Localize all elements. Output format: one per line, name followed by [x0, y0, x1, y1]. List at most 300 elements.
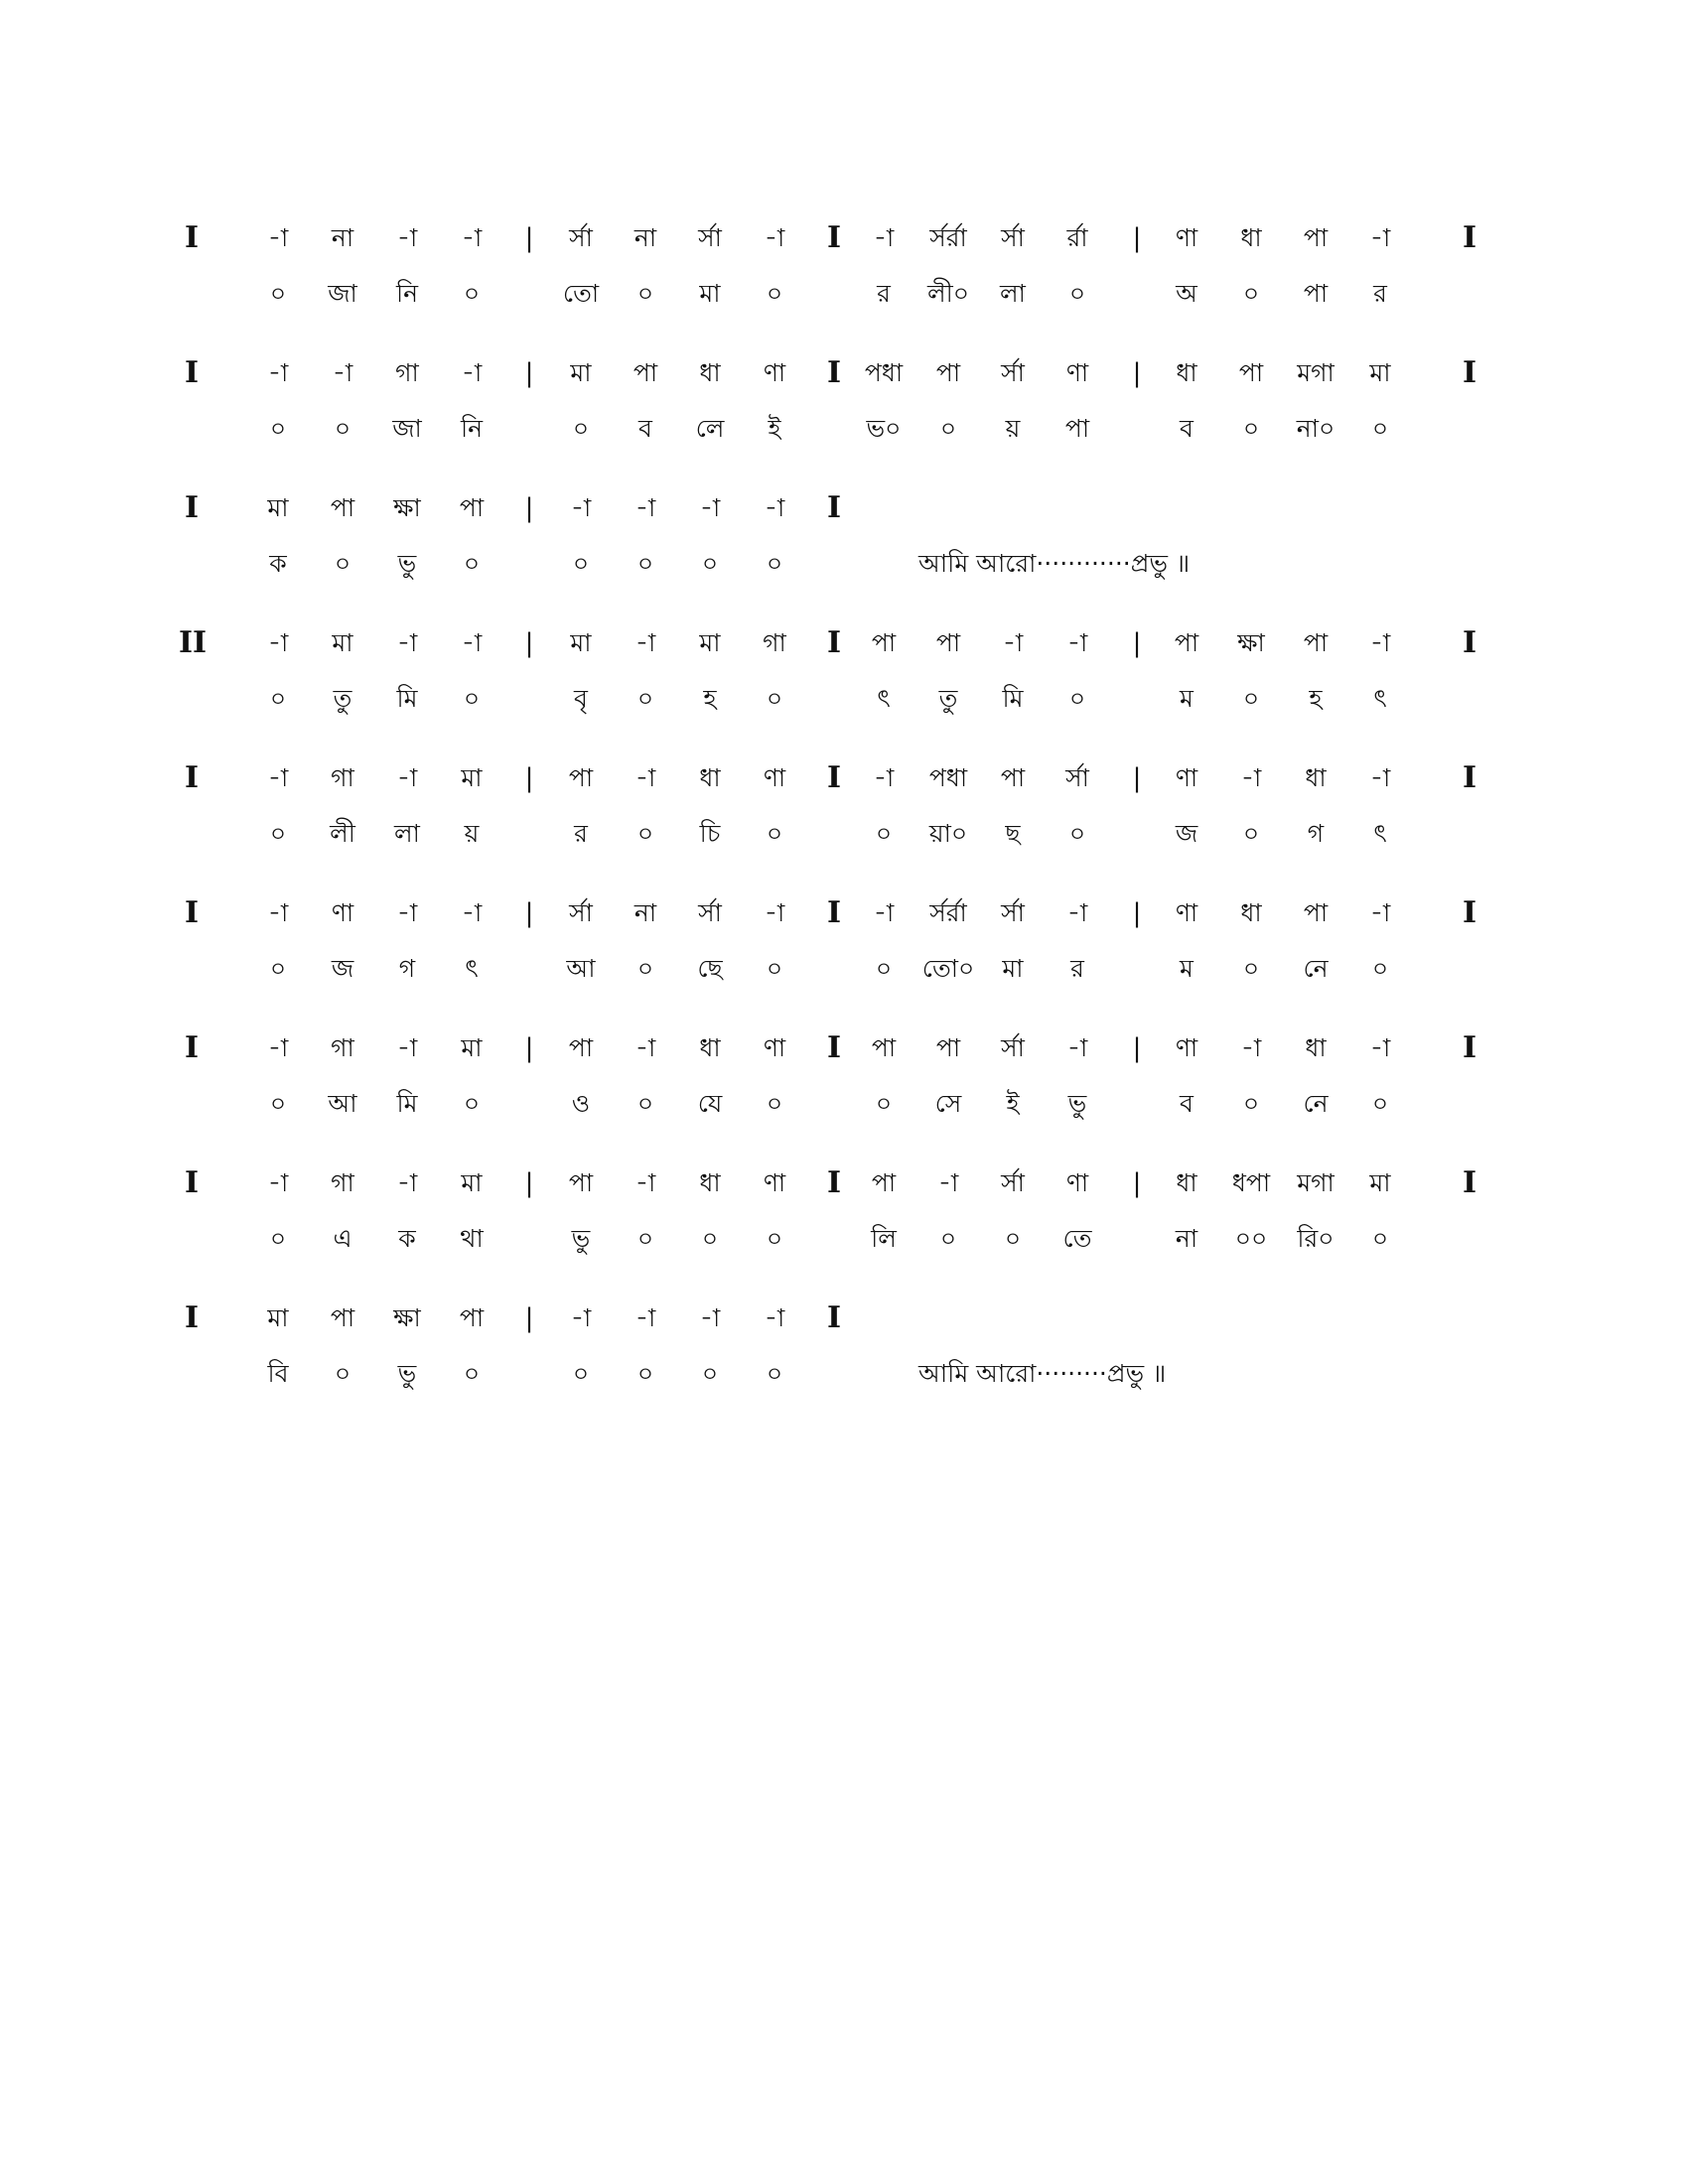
- lyric-syllable: জা: [328, 279, 357, 308]
- lyric-syllable: ই: [768, 414, 781, 443]
- lyric-syllable: ৎ: [465, 954, 479, 983]
- lyric-syllable: ০: [636, 684, 654, 713]
- swara-note: পা: [330, 1303, 355, 1332]
- start-barline: I: [184, 895, 200, 930]
- swara-note: -া: [267, 358, 289, 387]
- swara-note: -া: [1369, 763, 1391, 792]
- notation-line: [179, 621, 1514, 731]
- lyric-syllable: হ: [703, 684, 717, 713]
- swara-note: র্সা: [569, 223, 593, 252]
- swara-note: -া: [332, 358, 353, 387]
- swara-note: পা: [1303, 223, 1329, 252]
- swara-note: র্সা: [1001, 223, 1025, 252]
- swara-note: পা: [459, 1303, 485, 1332]
- swara-note: ণা: [331, 898, 354, 927]
- lyric-syllable: ক: [398, 1224, 416, 1253]
- section-barline: I: [826, 1165, 842, 1200]
- swara-note: পা: [1174, 628, 1199, 657]
- lyric-syllable: হ: [1309, 684, 1323, 713]
- swara-note: পধা: [864, 358, 904, 387]
- lyric-syllable: ০: [463, 279, 481, 308]
- lyric-syllable: না০: [1296, 414, 1336, 443]
- lyric-syllable: ছে: [697, 954, 723, 983]
- lyric-syllable: ৎ: [1373, 684, 1387, 713]
- beat-divider: |: [524, 763, 534, 793]
- swara-note: গা: [331, 1168, 354, 1197]
- lyric-syllable: ০: [269, 954, 287, 983]
- notation-line: [184, 1297, 1514, 1406]
- lyric-syllable: ০: [636, 279, 654, 308]
- swara-note: -া: [634, 628, 656, 657]
- lyric-syllable: তো০: [921, 954, 975, 983]
- swara-note: -া: [764, 1303, 785, 1332]
- swara-note: ধা: [1305, 763, 1327, 792]
- lyric-syllable: ০: [1068, 819, 1086, 848]
- swara-note: -া: [1002, 628, 1024, 657]
- swara-note: পা: [1303, 628, 1329, 657]
- lyric-syllable: ব: [638, 414, 652, 443]
- lyric-syllable: ০: [269, 1224, 287, 1253]
- swara-note: মা: [570, 358, 592, 387]
- lyric-syllable: অ: [1176, 279, 1197, 308]
- swara-note: ক্ষা: [393, 493, 421, 522]
- swara-note: -া: [1066, 898, 1088, 927]
- lyric-syllable: মি: [396, 684, 418, 713]
- swara-note: ণা: [763, 763, 786, 792]
- lyric-syllable: জ: [1175, 819, 1198, 848]
- lyric-syllable: জ: [331, 954, 354, 983]
- notation-line: [184, 351, 1514, 461]
- lyric-syllable: ব: [1180, 1089, 1194, 1118]
- beat-divider: |: [524, 493, 534, 523]
- swara-note: পা: [568, 763, 594, 792]
- swara-note: -া: [634, 1303, 656, 1332]
- lyric-syllable: ০: [1371, 414, 1389, 443]
- swara-note: ধা: [1176, 358, 1197, 387]
- swara-note: -া: [634, 1168, 656, 1197]
- swara-note: ণা: [1175, 898, 1198, 927]
- swara-note: -া: [1066, 1033, 1088, 1062]
- lyric-syllable: ০: [766, 279, 783, 308]
- swara-note: র্সা: [698, 898, 722, 927]
- end-barline: I: [1462, 1030, 1477, 1065]
- lyric-syllable: ০: [334, 549, 352, 578]
- lyric-syllable: ০: [463, 549, 481, 578]
- swara-note: -া: [873, 763, 895, 792]
- lyric-syllable: নে: [1303, 954, 1329, 983]
- lyric-syllable: লী: [330, 819, 355, 848]
- swara-note: -া: [461, 898, 483, 927]
- lyric-syllable: ০: [766, 819, 783, 848]
- lyric-syllable: মা: [699, 279, 721, 308]
- swara-note: পা: [935, 358, 961, 387]
- lyric-syllable: ভ০: [866, 414, 902, 443]
- end-barline: I: [826, 1300, 842, 1335]
- notation-line: [184, 486, 1514, 596]
- swara-note: র্সা: [1001, 358, 1025, 387]
- swara-note: পা: [935, 628, 961, 657]
- beat-divider: |: [524, 358, 534, 388]
- swara-note: পা: [568, 1168, 594, 1197]
- swara-note: -া: [396, 223, 418, 252]
- lyric-syllable: ০: [1371, 1224, 1389, 1253]
- swara-note: পা: [1238, 358, 1264, 387]
- swara-note: র্রা: [1066, 223, 1088, 252]
- swara-note: ধা: [1240, 223, 1262, 252]
- beat-divider: |: [1132, 1168, 1142, 1198]
- lyric-syllable: ০০: [1234, 1224, 1268, 1253]
- lyric-syllable: ০: [636, 954, 654, 983]
- lyric-syllable: ০: [463, 1359, 481, 1388]
- end-barline: I: [1462, 895, 1477, 930]
- lyric-syllable: নে: [1303, 1089, 1329, 1118]
- swara-note: -া: [396, 763, 418, 792]
- lyric-syllable: ০: [1242, 819, 1260, 848]
- swara-note: গা: [331, 1033, 354, 1062]
- lyric-syllable: ম: [1180, 954, 1194, 983]
- lyric-syllable: ০: [766, 1224, 783, 1253]
- lyric-syllable: পা: [1064, 414, 1090, 443]
- lyric-syllable: ভু: [397, 1359, 417, 1388]
- beat-divider: |: [1132, 223, 1142, 253]
- lyric-syllable: ই: [1006, 1089, 1020, 1118]
- lyric-syllable: য়: [464, 819, 480, 848]
- lyric-syllable: ০: [269, 279, 287, 308]
- swara-note: পা: [568, 1033, 594, 1062]
- lyric-syllable: ০: [701, 549, 719, 578]
- swara-note: র্সা: [1065, 763, 1089, 792]
- beat-divider: |: [524, 1303, 534, 1333]
- swara-note: -া: [570, 493, 592, 522]
- start-barline: I: [184, 220, 200, 255]
- start-barline: I: [184, 1030, 200, 1065]
- lyric-syllable: তো: [562, 279, 600, 308]
- beat-divider: |: [524, 223, 534, 253]
- lyric-syllable: ০: [1242, 684, 1260, 713]
- lyric-syllable: নি: [395, 279, 419, 308]
- lyric-syllable: র: [1373, 279, 1387, 308]
- section-barline: I: [826, 355, 842, 390]
- swara-note: না: [633, 223, 657, 252]
- swara-note: -া: [267, 763, 289, 792]
- lyric-syllable: ০: [939, 414, 957, 443]
- notation-line: [184, 1161, 1514, 1271]
- swara-note: মা: [699, 628, 721, 657]
- lyric-syllable: ০: [766, 549, 783, 578]
- lyric-syllable: ০: [463, 684, 481, 713]
- lyric-syllable: সে: [934, 1089, 962, 1118]
- swara-note: ধপা: [1231, 1168, 1271, 1197]
- lyric-syllable: লী০: [926, 279, 970, 308]
- swara-note: মা: [461, 1168, 483, 1197]
- swara-note: মা: [267, 1303, 289, 1332]
- lyric-syllable: তু: [333, 684, 352, 713]
- end-barline: I: [1462, 220, 1477, 255]
- lyric-syllable: ভু: [397, 549, 417, 578]
- swara-note: -া: [396, 1033, 418, 1062]
- swara-note: পা: [330, 493, 355, 522]
- swara-note: ক্ষা: [1237, 628, 1265, 657]
- swara-note: -া: [873, 223, 895, 252]
- lyric-syllable: নি: [460, 414, 484, 443]
- lyric-syllable: ০: [875, 1089, 893, 1118]
- lyric-syllable: ০: [269, 1089, 287, 1118]
- swara-note: -া: [1369, 1033, 1391, 1062]
- swara-note: পা: [871, 1033, 897, 1062]
- swara-note: পা: [871, 1168, 897, 1197]
- section-barline: I: [826, 760, 842, 795]
- swara-note: -া: [461, 223, 483, 252]
- swara-note: -া: [764, 493, 785, 522]
- lyric-syllable: গ: [1307, 819, 1325, 848]
- lyric-syllable: ম: [1180, 684, 1194, 713]
- swara-note: মা: [461, 1033, 483, 1062]
- swara-note: পধা: [928, 763, 968, 792]
- start-barline: I: [184, 1300, 200, 1335]
- swara-note: ধা: [699, 358, 721, 387]
- swara-note: -া: [937, 1168, 959, 1197]
- swara-note: পা: [1000, 763, 1026, 792]
- lyric-syllable: ০: [875, 954, 893, 983]
- notation-line: [184, 756, 1514, 866]
- swara-note: -া: [461, 628, 483, 657]
- lyric-syllable: আ: [328, 1089, 357, 1118]
- lyric-syllable: ও: [571, 1089, 591, 1118]
- lyric-syllable: ০: [463, 1089, 481, 1118]
- section-barline: I: [826, 895, 842, 930]
- swara-note: -া: [634, 763, 656, 792]
- swara-note: র্সর্রা: [929, 223, 967, 252]
- swara-note: র্সর্রা: [929, 898, 967, 927]
- lyric-syllable: ০: [1242, 414, 1260, 443]
- lyric-syllable: মি: [396, 1089, 418, 1118]
- swara-note: -া: [267, 628, 289, 657]
- end-barline: I: [826, 490, 842, 525]
- swara-note: পা: [633, 358, 658, 387]
- swara-note: মগা: [1297, 1168, 1335, 1197]
- swara-note: -া: [570, 1303, 592, 1332]
- beat-divider: |: [1132, 358, 1142, 388]
- lyric-syllable: আ: [566, 954, 596, 983]
- notation-line: [184, 891, 1514, 1001]
- lyric-syllable: চি: [699, 819, 721, 848]
- swara-note: ধা: [1176, 1168, 1197, 1197]
- beat-divider: |: [1132, 1033, 1142, 1063]
- lyric-syllable: না: [1175, 1224, 1198, 1253]
- swara-note: -া: [1369, 223, 1391, 252]
- swara-note: ণা: [1065, 1168, 1089, 1197]
- swara-note: র্সা: [698, 223, 722, 252]
- lyric-syllable: ০: [875, 819, 893, 848]
- start-barline: I: [184, 355, 200, 390]
- end-barline: I: [1462, 1165, 1477, 1200]
- section-barline: I: [826, 220, 842, 255]
- notation-line: [184, 216, 1514, 326]
- lyric-syllable: ০: [701, 1224, 719, 1253]
- swara-note: -া: [267, 223, 289, 252]
- swara-note: গা: [395, 358, 419, 387]
- swara-note: -া: [396, 1168, 418, 1197]
- lyric-syllable: ০: [572, 1359, 590, 1388]
- lyric-syllable: ০: [766, 1359, 783, 1388]
- lyric-syllable: ০: [766, 684, 783, 713]
- swara-note: -া: [699, 493, 721, 522]
- lyric-syllable: গ: [398, 954, 416, 983]
- lyric-syllable: ০: [766, 954, 783, 983]
- lyric-syllable: ০: [1068, 279, 1086, 308]
- lyric-syllable: থা: [460, 1224, 484, 1253]
- swara-note: ণা: [763, 358, 786, 387]
- beat-divider: |: [524, 1033, 534, 1063]
- swara-note: -া: [634, 493, 656, 522]
- lyric-syllable: ০: [636, 1224, 654, 1253]
- swara-note: -া: [396, 628, 418, 657]
- swara-note: ণা: [763, 1033, 786, 1062]
- swara-note: ধা: [1240, 898, 1262, 927]
- lyric-syllable: ছ: [1005, 819, 1021, 848]
- swara-note: পা: [871, 628, 897, 657]
- start-barline: I: [184, 1165, 200, 1200]
- swara-note: -া: [1066, 628, 1088, 657]
- swara-note: ধা: [699, 763, 721, 792]
- swara-note: মা: [267, 493, 289, 522]
- section-barline: I: [826, 625, 842, 660]
- lyric-syllable: বৃ: [574, 684, 588, 713]
- lyric-syllable: ৎ: [1373, 819, 1387, 848]
- lyric-syllable: রি০: [1297, 1224, 1335, 1253]
- lyric-syllable: মা: [1002, 954, 1024, 983]
- lyric-syllable: ভু: [571, 1224, 591, 1253]
- lyric-syllable: ০: [939, 1224, 957, 1253]
- beat-divider: |: [1132, 763, 1142, 793]
- end-barline: I: [1462, 625, 1477, 660]
- swara-note: -া: [461, 358, 483, 387]
- lyric-syllable: ০: [636, 549, 654, 578]
- lyric-syllable: য়: [1005, 414, 1021, 443]
- lyric-syllable: ০: [636, 1089, 654, 1118]
- swara-note: র্সা: [569, 898, 593, 927]
- notation-line: [184, 1026, 1514, 1136]
- refrain-text: আমি আরো············প্রভু ॥: [918, 549, 1191, 578]
- swara-note: ণা: [1065, 358, 1089, 387]
- lyric-syllable: ০: [1242, 279, 1260, 308]
- swara-note: -া: [1369, 628, 1391, 657]
- swara-note: মগা: [1297, 358, 1335, 387]
- lyric-syllable: ০: [636, 1359, 654, 1388]
- beat-divider: |: [1132, 898, 1142, 928]
- lyric-syllable: মি: [1002, 684, 1024, 713]
- lyric-syllable: ০: [1068, 684, 1086, 713]
- start-barline: I: [184, 490, 200, 525]
- start-barline: I: [184, 760, 200, 795]
- start-barline: II: [179, 625, 208, 660]
- end-barline: I: [1462, 355, 1477, 390]
- swara-note: ধা: [699, 1168, 721, 1197]
- lyric-syllable: পা: [1303, 279, 1329, 308]
- lyric-syllable: তে: [1062, 1224, 1092, 1253]
- swara-note: মা: [461, 763, 483, 792]
- swara-note: র্সা: [1001, 898, 1025, 927]
- lyric-syllable: লি: [871, 1224, 897, 1253]
- lyric-syllable: ০: [1242, 954, 1260, 983]
- lyric-syllable: ব: [1180, 414, 1194, 443]
- swara-note: -া: [873, 898, 895, 927]
- lyric-syllable: ০: [1371, 954, 1389, 983]
- swara-note: ধা: [699, 1033, 721, 1062]
- swara-note: -া: [764, 223, 785, 252]
- lyric-syllable: ০: [572, 549, 590, 578]
- lyric-syllable: বি: [267, 1359, 289, 1388]
- swara-note: ণা: [763, 1168, 786, 1197]
- lyric-syllable: ০: [269, 819, 287, 848]
- lyric-syllable: ০: [701, 1359, 719, 1388]
- swara-note: ণা: [1175, 1033, 1198, 1062]
- lyric-syllable: ০: [636, 819, 654, 848]
- end-barline: I: [1462, 760, 1477, 795]
- lyric-syllable: য়া০: [928, 819, 968, 848]
- swara-note: ক্ষা: [393, 1303, 421, 1332]
- lyric-syllable: ০: [334, 1359, 352, 1388]
- swara-note: -া: [1240, 763, 1262, 792]
- lyric-syllable: ০: [1371, 1089, 1389, 1118]
- lyric-syllable: ০: [269, 684, 287, 713]
- swara-note: না: [331, 223, 354, 252]
- lyric-syllable: র: [574, 819, 588, 848]
- lyric-syllable: ৎ: [877, 684, 891, 713]
- swara-note: -া: [1369, 898, 1391, 927]
- refrain-text: আমি আরো·········প্রভু ॥: [918, 1359, 1167, 1388]
- swara-note: -া: [634, 1033, 656, 1062]
- swara-note: -া: [267, 1033, 289, 1062]
- swara-note: মা: [1369, 358, 1391, 387]
- beat-divider: |: [1132, 628, 1142, 658]
- swara-note: মা: [332, 628, 353, 657]
- lyric-syllable: ক: [269, 549, 287, 578]
- swara-note: মা: [1369, 1168, 1391, 1197]
- lyric-syllable: ভু: [1067, 1089, 1087, 1118]
- lyric-syllable: ০: [1004, 1224, 1022, 1253]
- swara-note: র্সা: [1001, 1168, 1025, 1197]
- swara-note: পা: [935, 1033, 961, 1062]
- swara-note: গা: [331, 763, 354, 792]
- lyric-syllable: ০: [766, 1089, 783, 1118]
- swara-note: ণা: [1175, 223, 1198, 252]
- swara-note: পা: [1303, 898, 1329, 927]
- swara-note: -া: [764, 898, 785, 927]
- lyric-syllable: যে: [697, 1089, 723, 1118]
- swara-note: -া: [267, 1168, 289, 1197]
- lyric-syllable: লে: [695, 414, 725, 443]
- section-barline: I: [826, 1030, 842, 1065]
- swara-note: পা: [459, 493, 485, 522]
- lyric-syllable: এ: [333, 1224, 352, 1253]
- lyric-syllable: ০: [334, 414, 352, 443]
- lyric-syllable: লা: [394, 819, 420, 848]
- lyric-syllable: জা: [392, 414, 422, 443]
- lyric-syllable: র: [1070, 954, 1084, 983]
- swara-note: মা: [570, 628, 592, 657]
- lyric-syllable: তু: [938, 684, 958, 713]
- lyric-syllable: ০: [269, 414, 287, 443]
- beat-divider: |: [524, 628, 534, 658]
- swara-note: ণা: [1175, 763, 1198, 792]
- beat-divider: |: [524, 1168, 534, 1198]
- swara-note: ধা: [1305, 1033, 1327, 1062]
- beat-divider: |: [524, 898, 534, 928]
- lyric-syllable: ০: [572, 414, 590, 443]
- swara-note: -া: [396, 898, 418, 927]
- swara-note: -া: [267, 898, 289, 927]
